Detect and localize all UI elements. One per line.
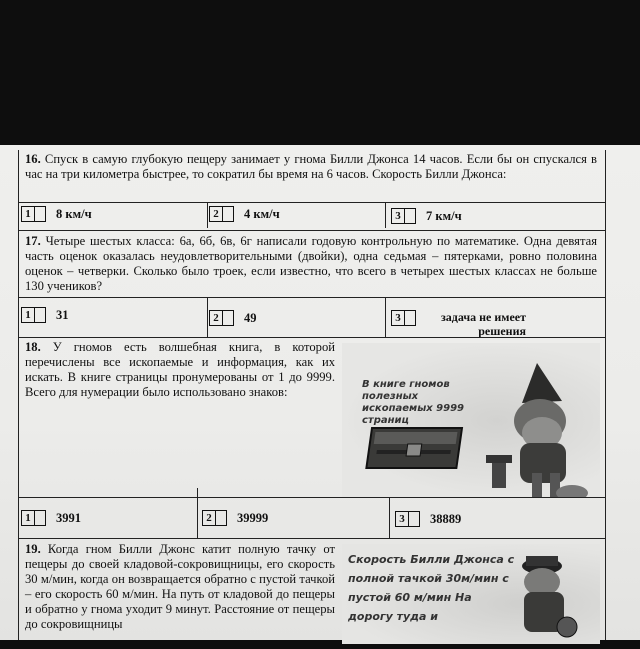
answer-number-box: 2	[209, 206, 223, 222]
answer-value: 4 км/ч	[244, 206, 280, 221]
question-18-number: 18.	[25, 340, 41, 354]
answer-checkbox[interactable]	[35, 307, 46, 323]
divider	[19, 538, 605, 539]
q17-answer-3[interactable]	[391, 310, 531, 338]
divider	[385, 202, 386, 228]
answer-number-box: 1	[21, 307, 35, 323]
answer-checkbox[interactable]	[223, 310, 234, 326]
question-18	[25, 340, 335, 400]
q16-answer-3[interactable]	[391, 208, 462, 224]
answer-checkbox[interactable]	[405, 310, 416, 326]
answer-value: 31	[56, 307, 69, 322]
answer-number-box: 1	[21, 510, 35, 526]
answer-value: 49	[244, 310, 257, 325]
q17-answer-1[interactable]	[21, 307, 69, 323]
answer-checkbox[interactable]	[35, 206, 46, 222]
illustration-caption: В книге гномов полезных ископаемых 9999 страниц	[362, 379, 465, 426]
q18-answer-3[interactable]	[395, 511, 461, 527]
divider	[19, 297, 605, 298]
answer-value: 38889	[430, 511, 462, 526]
q18-answer-1[interactable]	[21, 510, 81, 526]
divider	[389, 497, 390, 538]
answer-value: 3991	[56, 510, 81, 525]
divider	[19, 202, 605, 203]
illustration-caption: Скорость Билли Джонса с полной тачкой 30м/мин с пустой 60 м/мин На дорогу туда и	[348, 553, 515, 623]
question-19-number: 19.	[25, 542, 41, 556]
answer-number-box: 3	[391, 310, 405, 326]
q16-answer-2[interactable]	[209, 206, 280, 222]
divider	[385, 297, 386, 337]
question-17-number: 17.	[25, 234, 41, 248]
divider	[207, 202, 208, 228]
answer-value: 8 км/ч	[56, 206, 92, 221]
answer-number-box: 3	[395, 511, 409, 527]
answer-value: 7 км/ч	[426, 208, 462, 223]
q17-answer-2[interactable]	[209, 310, 257, 326]
gnome-book-illustration	[342, 343, 600, 498]
answer-checkbox[interactable]	[409, 511, 420, 527]
question-17	[25, 234, 597, 294]
question-17-text: Четыре шестых класса: 6а, 6б, 6в, 6г написали годовую контрольную по математике. Одна девятая часть оценок оказалась неудовлетворительными (двойки), одна седьмая – пятерками, ровно половина оценок – четверки. Сколько было троек, если известно, что всего в четырех шестых классах не больше 130 учеников?	[25, 234, 598, 293]
question-16-number: 16.	[25, 152, 41, 166]
answer-checkbox[interactable]	[216, 510, 227, 526]
answer-value: 39999	[237, 510, 269, 525]
answer-number-box: 1	[21, 206, 35, 222]
q18-answer-2[interactable]	[202, 510, 268, 526]
divider	[19, 337, 605, 338]
gnome-wheelbarrow-illustration	[342, 544, 600, 644]
divider	[197, 488, 198, 538]
answer-checkbox[interactable]	[35, 510, 46, 526]
question-19	[25, 542, 335, 632]
question-16	[25, 152, 597, 182]
answer-value: задача не имеет решения	[440, 310, 526, 338]
divider	[207, 297, 208, 337]
answer-checkbox[interactable]	[405, 208, 416, 224]
answer-number-box: 3	[391, 208, 405, 224]
answer-number-box: 2	[202, 510, 216, 526]
divider	[19, 230, 605, 231]
question-19-text: Когда гном Билли Джонс катит полную тачку от пещеры до своей кладовой-сокровищницы, его скорость 30 м/мин, когда он возвращается обратно с пустой тачкой – его скорость 60 м/мин. На путь от кладовой до пещеры и обратно у гнома уходит 9 минут. Расстояние от пещеры до сокровищницы	[25, 542, 335, 631]
answer-number-box: 2	[209, 310, 223, 326]
question-18-text: У гномов есть волшебная книга, в которой перечислены все ископаемые и информация, как их искать. В книге страницы пронумерованы от 1 до 9999. Всего для нумерации было использовано знаков:	[25, 340, 335, 399]
answer-checkbox[interactable]	[223, 206, 234, 222]
question-16-text: Спуск в самую глубокую пещеру занимает у гнома Билли Джонса 14 часов. Если бы он спускался в час на три километра быстрее, то сократил бы время на 6 часов. Скорость Билли Джонса:	[25, 152, 598, 181]
divider	[19, 497, 605, 498]
test-sheet	[18, 150, 606, 640]
q16-answer-1[interactable]	[21, 206, 92, 222]
